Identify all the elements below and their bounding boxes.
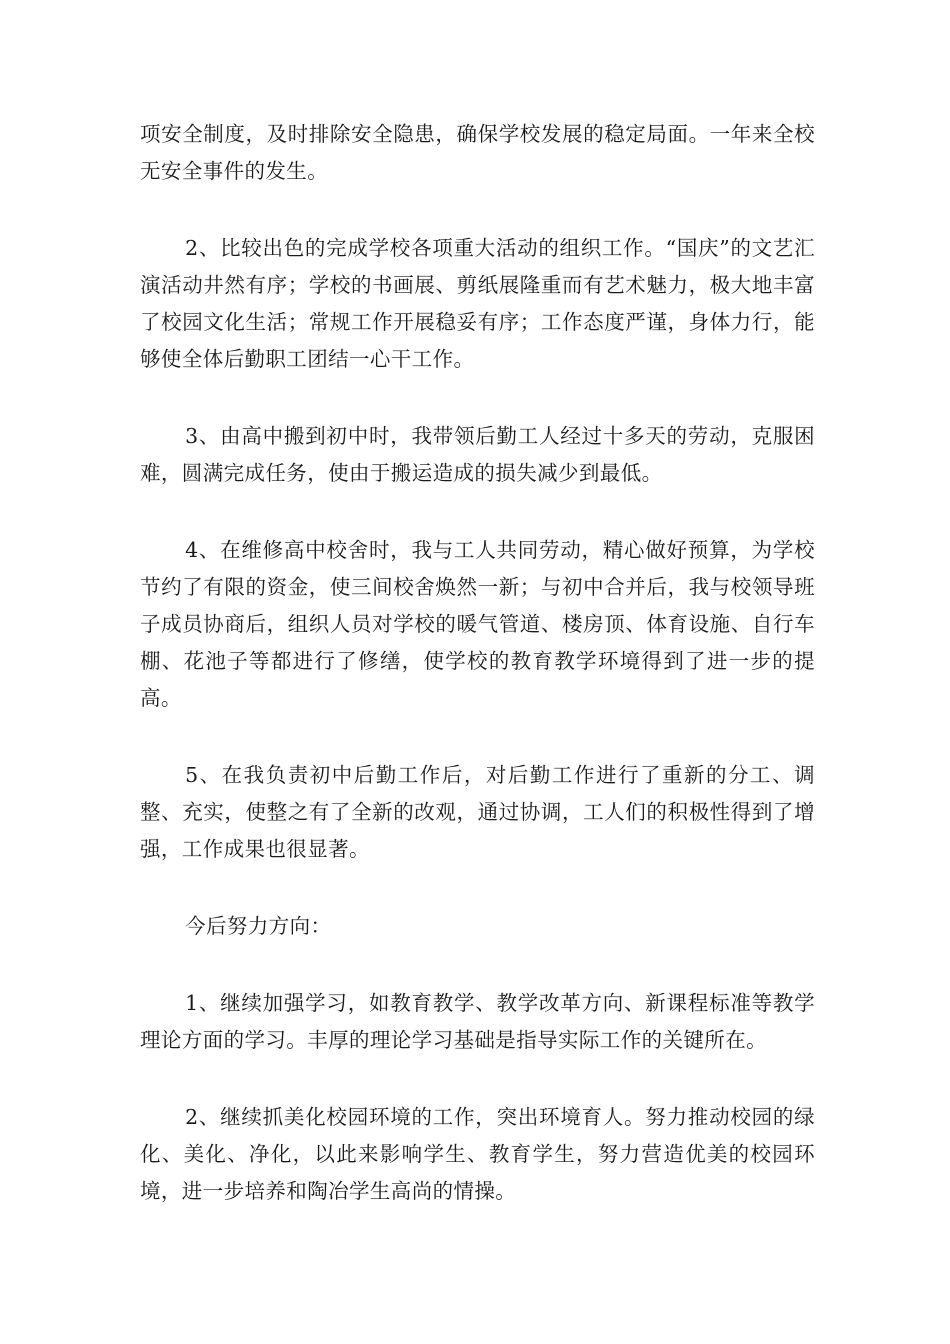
paragraph-item-3-relocation: 3、由高中搬到初中时，我带领后勤工人经过十多天的劳动，克服困难，圆满完成任务，使由于搬运造成的损失减少到最低。 <box>140 424 815 485</box>
paragraph-safety-continuation: 项安全制度，及时排除安全隐患，确保学校发展的稳定局面。一年来全校无安全事件的发生。 <box>140 122 815 183</box>
paragraph-item-4-repairs: 4、在维修高中校舍时，我与工人共同劳动，精心做好预算，为学校节约了有限的资金，使三间校舍焕然一新；与初中合并后，我与校领导班子成员协商后，组织人员对学校的暖气管道、楼房顶、体育设施、自行车棚、花池子等都进行了修缮，使学校的教育教学环境得到了进一步的提高。 <box>140 538 815 710</box>
paragraph-item-2-activities: 2、比较出色的完成学校各项重大活动的组织工作。“国庆”的文艺汇演活动井然有序；学校的书画展、剪纸展隆重而有艺术魅力，极大地丰富了校园文化生活；常规工作开展稳妥有序；工作态度严谨，身体力行，能够使全体后勤职工团结一心干工作。 <box>140 236 815 371</box>
paragraph-future-2-campus: 2、继续抓美化校园环境的工作，突出环境育人。努力推动校园的绿化、美化、净化，以此来影响学生、教育学生，努力营造优美的校园环境，进一步培养和陶冶学生高尚的情操。 <box>140 1105 815 1203</box>
document-page <box>140 116 815 1250</box>
paragraph-future-1-study: 1、继续加强学习，如教育教学、教学改革方向、新课程标准等教学理论方面的学习。丰厚的理论学习基础是指导实际工作的关键所在。 <box>140 991 815 1052</box>
paragraph-item-5-logistics: 5、在我负责初中后勤工作后，对后勤工作进行了重新的分工、调整、充实，使整之有了全新的改观，通过协调，工人们的积极性得到了增强，工作成果也很显著。 <box>140 763 815 861</box>
section-heading-future-direction: 今后努力方向： <box>185 914 332 938</box>
